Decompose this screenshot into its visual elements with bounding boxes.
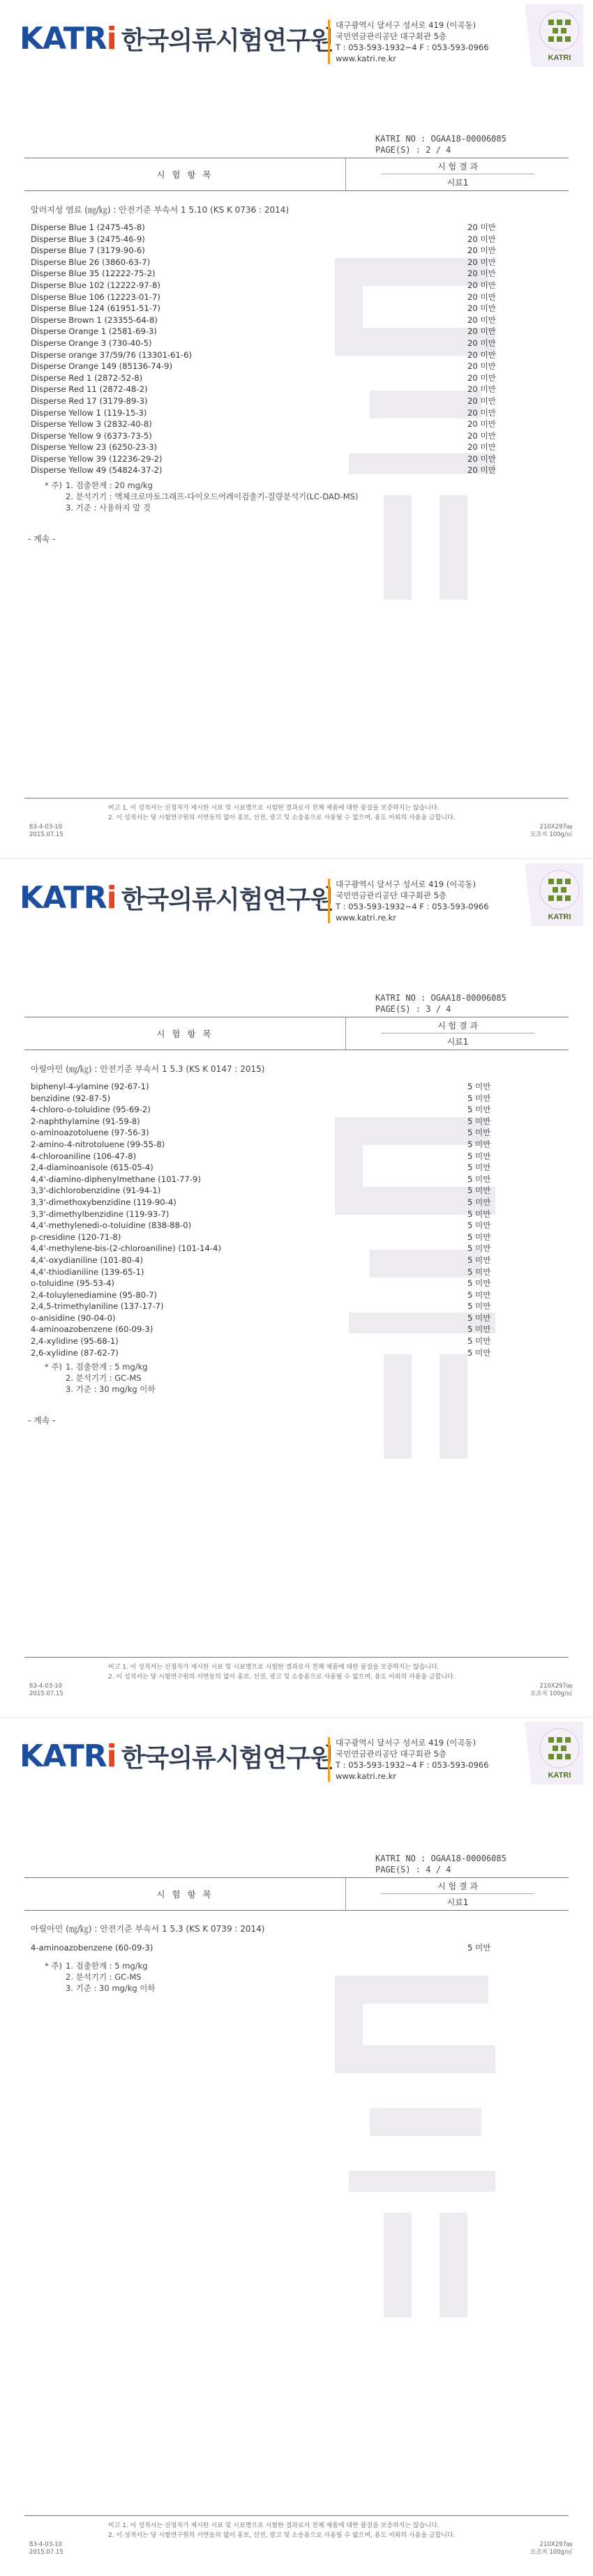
form-date: 2015.07.15 (29, 2549, 63, 2556)
result-label: 시 험 결 과 (381, 158, 534, 174)
test-item-name: 4,4'-methylenedi-o-toluidine (838-88-0) (31, 1220, 192, 1231)
test-result-value: 20 미만 (467, 222, 496, 232)
test-result-value: 20 미만 (467, 257, 496, 267)
note-item: 1. 검출한계 : 20 mg/kg (66, 480, 153, 490)
table-row (31, 326, 568, 338)
test-item-name: Disperse Blue 106 (12223-01-7) (31, 291, 160, 302)
table-row (31, 245, 568, 257)
notes-label: * 주) (45, 1961, 63, 1971)
table-row (31, 1139, 568, 1151)
paper-type: 모조지 100g/㎡ (530, 831, 573, 838)
table-row (31, 1278, 568, 1289)
badge-text: KATRI (548, 54, 571, 62)
sample-label: 시료1 (446, 1897, 469, 1907)
test-item-name: Disperse Yellow 39 (12236-29-2) (31, 453, 163, 464)
test-result-value: 5 미만 (467, 1243, 491, 1254)
item-column-header: 시 험 항 목 (156, 1029, 213, 1039)
table-row (31, 1151, 568, 1162)
org-name: 한국의류시험연구원 (121, 26, 333, 55)
results-table (31, 1942, 568, 1954)
test-item-name: Disperse Blue 102 (12222-97-8) (31, 280, 160, 290)
notes-label: * 주) (45, 1362, 63, 1372)
test-item-name: Disperse Yellow 23 (6250-23-3) (31, 442, 158, 453)
test-result-value: 20 미만 (467, 268, 496, 279)
report-page (0, 1717, 593, 2576)
notes-label: * 주) (45, 480, 63, 490)
address-line: 대구광역시 달서구 성서로 419 (이곡동) (336, 879, 476, 889)
test-result-value: 20 미만 (467, 280, 496, 290)
form-date: 2015.07.15 (29, 831, 63, 838)
section-title: 알러지성 염료 (㎎/㎏) : 안전기준 부속서 1 5.10 (KS K 0736 : 2014) (31, 205, 290, 215)
test-item-name: Disperse Orange 1 (2581-69-3) (31, 326, 157, 337)
test-result-value: 5 미만 (467, 1162, 491, 1173)
paper-code: 210X297㎜ (539, 2541, 573, 2548)
org-name: 한국의류시험연구원 (121, 1744, 333, 1773)
table-row (31, 1104, 568, 1116)
test-result-value: 20 미만 (467, 245, 496, 256)
test-result-value: 20 미만 (467, 315, 496, 325)
phone-line: T : 053-593-1932~4 F : 053-593-0966 (336, 902, 489, 911)
badge-text: KATRI (548, 1771, 571, 1780)
note-item: 1. 검출한계 : 5 mg/kg (66, 1362, 148, 1372)
table-row (31, 1289, 568, 1301)
katri-badge-icon (525, 4, 583, 67)
test-item-name: o-anisidine (90-04-0) (31, 1312, 116, 1323)
table-row (31, 315, 568, 326)
form-code-text: 83-4-03-10 (29, 2541, 63, 2548)
website-link[interactable]: www.katri.re.kr (336, 54, 397, 63)
test-item-name: benzidine (92-87-5) (31, 1093, 111, 1103)
report-page (0, 0, 593, 858)
notes-block (45, 1361, 156, 1395)
table-header (24, 158, 569, 191)
test-item-name: Disperse Blue 1 (2475-45-8) (31, 222, 145, 232)
test-result-value: 20 미만 (467, 291, 496, 302)
notes-block (45, 480, 358, 513)
test-result-value: 20 미만 (467, 430, 496, 441)
logo-i: i (106, 1738, 117, 1774)
test-result-value: 5 미만 (467, 1197, 491, 1207)
table-row (31, 384, 568, 395)
table-row (31, 234, 568, 245)
test-item-name: Disperse Blue 35 (12222-75-2) (31, 268, 156, 279)
test-result-value: 5 미만 (467, 1185, 491, 1196)
test-item-name: 4,4'-oxydianiline (101-80-4) (31, 1255, 144, 1265)
test-item-name: 2,6-xylidine (87-62-7) (31, 1347, 119, 1358)
test-item-name: Disperse orange 37/59/76 (13301-61-6) (31, 349, 192, 360)
note-item: 3. 기준 : 30 mg/kg 이하 (66, 1384, 156, 1394)
test-result-value: 5 미만 (467, 1943, 491, 1953)
test-item-name: 4-chloro-o-toluidine (95-69-2) (31, 1105, 151, 1115)
test-result-value: 20 미만 (467, 326, 496, 337)
table-header (24, 1017, 569, 1050)
table-row (31, 418, 568, 430)
katri-badge-icon (525, 1722, 583, 1785)
test-result-value: 5 미만 (467, 1116, 491, 1126)
table-row (31, 268, 568, 280)
page-label: PAGE(S) : 2 / 4 (375, 145, 451, 155)
table-row (31, 453, 568, 465)
test-item-name: Disperse Brown 1 (23355-64-8) (31, 315, 158, 325)
table-row (31, 291, 568, 303)
logo-text: KATR (20, 21, 107, 56)
test-result-value: 5 미만 (467, 1220, 491, 1231)
report-number: KATRI NO : OGAA18-00006085 (375, 993, 506, 1003)
logo-i: i (106, 880, 117, 916)
test-result-value: 20 미만 (467, 453, 496, 464)
note-item: 2. 분석기기 : GC-MS (66, 1373, 142, 1383)
paper-spec (530, 824, 572, 839)
test-result-value: 5 미만 (467, 1082, 491, 1091)
test-result-value: 5 미만 (467, 1324, 491, 1335)
footer-divider (24, 1657, 569, 1658)
test-result-value: 5 미만 (467, 1105, 491, 1115)
table-row (31, 1942, 568, 1954)
test-item-name: 3,3'-dichlorobenzidine (91-94-1) (31, 1185, 161, 1196)
note-item: 2. 분석기기 : GC-MS (66, 1972, 142, 1982)
paper-type: 모조지 100g/㎡ (530, 1690, 573, 1697)
test-item-name: 2-amino-4-nitrotoluene (99-55-8) (31, 1139, 165, 1149)
test-result-value: 5 미만 (467, 1232, 491, 1242)
result-column-header (345, 158, 569, 190)
table-header (24, 1877, 569, 1911)
address-line: 국민연금관리공단 대구회관 5층 (336, 1749, 447, 1759)
test-item-name: 4,4'-diamino-diphenylmethane (101-77-9) (31, 1174, 201, 1184)
test-result-value: 5 미만 (467, 1174, 491, 1184)
table-row (31, 1301, 568, 1312)
test-result-value: 20 미만 (467, 442, 496, 453)
table-row (31, 1266, 568, 1278)
table-row (31, 303, 568, 315)
form-code (29, 824, 63, 839)
sample-label: 시료1 (446, 1037, 469, 1047)
note-item: 3. 기준 : 30 mg/kg 이하 (66, 1983, 156, 1993)
paper-spec (530, 2541, 572, 2556)
form-date: 2015.07.15 (29, 1690, 63, 1697)
table-row (31, 441, 568, 453)
test-item-name: 4-chloroaniline (106-47-8) (31, 1151, 137, 1161)
org-name: 한국의류시험연구원 (121, 886, 333, 914)
footer-disclaimer: 2. 이 성적서는 당 시험연구원의 서면동의 없이 홍보, 선전, 광고 및 소송용으로 사용될 수 없으며, 용도 이외의 사용을 금합니다. (108, 2532, 456, 2539)
test-item-name: Disperse Red 17 (3179-89-3) (31, 395, 148, 406)
katri-logo (20, 21, 333, 56)
table-row (31, 1093, 568, 1105)
test-result-value: 5 미만 (467, 1093, 491, 1103)
results-table (31, 222, 568, 476)
website-link[interactable]: www.katri.re.kr (336, 1771, 397, 1781)
test-result-value: 5 미만 (467, 1312, 491, 1323)
result-label: 시 험 결 과 (381, 1878, 534, 1894)
test-item-name: 2-naphthylamine (91-59-8) (31, 1116, 140, 1126)
phone-line: T : 053-593-1932~4 F : 053-593-0966 (336, 43, 489, 52)
test-item-name: 4,4'-thiodianiline (139-65-1) (31, 1266, 144, 1277)
watermark-icon (307, 1948, 537, 2338)
table-row (31, 1335, 568, 1347)
katri-logo (20, 1738, 333, 1774)
section-title: 아릴아민 (㎎/㎏) : 안전기준 부속서 1 5.3 (KS K 0739 : 2014) (31, 1924, 265, 1934)
table-row (31, 395, 568, 407)
table-row (31, 349, 568, 361)
test-result-value: 5 미만 (467, 1128, 491, 1138)
test-item-name: 3,3'-dimethoxybenzidine (119-90-4) (31, 1197, 177, 1207)
test-result-value: 20 미만 (467, 303, 496, 314)
report-number: KATRI NO : OGAA18-00006085 (375, 134, 506, 144)
table-row (31, 1347, 568, 1359)
footer-disclaimer: 비고 1. 이 성적서는 신청자가 제시한 시료 및 시료명으로 시험한 결과로서 전체 제품에 대한 품질을 보증하지는 않습니다. (108, 805, 440, 812)
test-item-name: Disperse Blue 7 (3179-90-6) (31, 245, 145, 256)
test-result-value: 20 미만 (467, 349, 496, 360)
page-label: PAGE(S) : 4 / 4 (375, 1865, 451, 1874)
results-table (31, 1081, 568, 1358)
paper-spec (530, 1683, 572, 1698)
test-result-value: 5 미만 (467, 1266, 491, 1277)
table-row (31, 1116, 568, 1128)
test-item-name: Disperse Yellow 1 (119-15-3) (31, 407, 147, 418)
katri-logo (20, 880, 333, 916)
test-item-name: Disperse Red 1 (2872-52-8) (31, 372, 143, 383)
form-code-text: 83-4-03-10 (29, 1683, 63, 1690)
result-column-header (345, 1878, 569, 1910)
logo-text: KATR (20, 1738, 107, 1774)
table-row (31, 257, 568, 268)
form-code (29, 1683, 63, 1698)
table-row (31, 1127, 568, 1139)
test-result-value: 20 미만 (467, 407, 496, 418)
table-row (31, 1255, 568, 1266)
test-result-value: 5 미만 (467, 1301, 491, 1312)
test-item-name: 2,4,5-trimethylaniline (137-17-7) (31, 1301, 164, 1312)
test-item-name: o-aminoazotoluene (97-56-3) (31, 1128, 149, 1138)
report-number: KATRI NO : OGAA18-00006085 (375, 1854, 506, 1863)
address-line: 대구광역시 달서구 성서로 419 (이곡동) (336, 1738, 476, 1748)
address-block (328, 1737, 489, 1782)
test-result-value: 5 미만 (467, 1336, 491, 1347)
address-line: 대구광역시 달서구 성서로 419 (이곡동) (336, 20, 476, 30)
table-row (31, 1243, 568, 1255)
footer-divider (24, 2515, 569, 2516)
address-block (328, 879, 489, 923)
table-row (31, 361, 568, 372)
continued-label: - 계속 - (28, 1416, 56, 1425)
table-row (31, 1081, 568, 1093)
result-label: 시 험 결 과 (381, 1017, 534, 1033)
form-code (29, 2541, 63, 2556)
table-row (31, 1209, 568, 1220)
table-row (31, 1197, 568, 1209)
test-item-name: Disperse Orange 3 (730-40-5) (31, 338, 152, 348)
test-result-value: 5 미만 (467, 1151, 491, 1161)
footer-disclaimer: 비고 1. 이 성적서는 신청자가 제시한 시료 및 시료명으로 시험한 결과로서 전체 제품에 대한 품질을 보증하지는 않습니다. (108, 1664, 440, 1671)
website-link[interactable]: www.katri.re.kr (336, 913, 397, 923)
test-result-value: 5 미만 (467, 1289, 491, 1300)
table-row (31, 338, 568, 349)
test-result-value: 5 미만 (467, 1255, 491, 1265)
test-result-value: 20 미만 (467, 395, 496, 406)
test-item-name: Disperse Blue 3 (2475-46-9) (31, 234, 145, 244)
section-title: 아릴아민 (㎎/㎏) : 안전기준 부속서 1 5.3 (KS K 0147 : 2015) (31, 1064, 265, 1074)
test-item-name: 2,4-xylidine (95-68-1) (31, 1336, 119, 1347)
report-number-block (375, 992, 506, 1015)
paper-code: 210X297㎜ (539, 1683, 573, 1690)
test-result-value: 5 미만 (467, 1347, 491, 1358)
footer-disclaimer: 2. 이 성적서는 당 시험연구원의 서면동의 없이 홍보, 선전, 광고 및 소송용으로 사용될 수 없으며, 용도 이외의 사용을 금합니다. (108, 815, 456, 821)
footer-disclaimer: 2. 이 성적서는 당 시험연구원의 서면동의 없이 홍보, 선전, 광고 및 소송용으로 사용될 수 없으며, 용도 이외의 사용을 금합니다. (108, 1674, 456, 1681)
table-row (31, 1174, 568, 1185)
report-page (0, 858, 593, 1718)
table-row (31, 1185, 568, 1197)
table-row (31, 280, 568, 291)
table-row (31, 222, 568, 234)
table-row (31, 1162, 568, 1174)
note-item: 1. 검출한계 : 5 mg/kg (66, 1961, 148, 1971)
test-item-name: Disperse Yellow 49 (54824-37-2) (31, 465, 163, 476)
form-code-text: 83-4-03-10 (29, 824, 63, 831)
table-row (31, 1312, 568, 1324)
footer-disclaimer: 비고 1. 이 성적서는 신청자가 제시한 시료 및 시료명으로 시험한 결과로서 전체 제품에 대한 품질을 보증하지는 않습니다. (108, 2522, 440, 2529)
sample-label: 시료1 (446, 178, 469, 188)
address-block (328, 20, 489, 64)
badge-text: KATRI (548, 913, 571, 921)
test-result-value: 20 미만 (467, 361, 496, 372)
table-row (31, 372, 568, 384)
test-item-name: Disperse Red 11 (2872-48-2) (31, 384, 148, 395)
test-item-name: biphenyl-4-ylamine (92-67-1) (31, 1082, 149, 1091)
test-item-name: 4,4'-methylene-bis-(2-chloroaniline) (101-14-4) (31, 1243, 222, 1254)
test-item-name: o-toluidine (95-53-4) (31, 1278, 114, 1289)
test-item-name: 2,4-diaminoanisole (615-05-4) (31, 1162, 153, 1173)
paper-code: 210X297㎜ (539, 824, 573, 831)
katri-badge-icon (525, 863, 583, 926)
phone-line: T : 053-593-1932~4 F : 053-593-0966 (336, 1760, 489, 1770)
table-row (31, 1220, 568, 1232)
test-result-value: 5 미만 (467, 1278, 491, 1289)
test-result-value: 20 미만 (467, 384, 496, 395)
test-result-value: 20 미만 (467, 338, 496, 348)
report-number-block (375, 133, 506, 156)
report-number-block (375, 1853, 506, 1875)
test-result-value: 20 미만 (467, 234, 496, 244)
notes-block (45, 1960, 156, 1994)
test-item-name: 4-aminoazobenzene (60-09-3) (31, 1943, 153, 1953)
test-item-name: Disperse Orange 149 (85136-74-9) (31, 361, 173, 372)
page-label: PAGE(S) : 3 / 4 (375, 1004, 451, 1014)
item-column-header: 시 험 항 목 (156, 1889, 213, 1900)
test-item-name: Disperse Blue 124 (61951-51-7) (31, 303, 160, 314)
item-column-header: 시 험 항 목 (156, 169, 213, 180)
test-item-name: 3,3'-dimethylbenzidine (119-93-7) (31, 1209, 170, 1219)
note-item: 3. 기준 : 사용하지 말 것 (66, 503, 151, 513)
table-row (31, 407, 568, 419)
test-result-value: 5 미만 (467, 1139, 491, 1149)
paper-type: 모조지 100g/㎡ (530, 2549, 573, 2556)
test-result-value: 5 미만 (467, 1209, 491, 1219)
address-line: 국민연금관리공단 대구회관 5층 (336, 891, 447, 900)
continued-label: - 계속 - (28, 534, 56, 544)
logo-text: KATR (20, 880, 107, 916)
logo-i: i (106, 21, 117, 56)
table-row (31, 1232, 568, 1243)
test-item-name: 4-aminoazobenzene (60-09-3) (31, 1324, 153, 1335)
note-item: 2. 분석기기 : 액체크로마토그래프-다이오드어레이검출기-질량분석기(LC-DAD-MS) (66, 492, 359, 501)
table-row (31, 464, 568, 476)
test-item-name: p-cresidine (120-71-8) (31, 1232, 121, 1242)
test-item-name: Disperse Yellow 9 (6373-73-5) (31, 430, 152, 441)
table-row (31, 1324, 568, 1335)
table-row (31, 430, 568, 442)
result-column-header (345, 1017, 569, 1050)
test-result-value: 20 미만 (467, 465, 496, 476)
address-line: 국민연금관리공단 대구회관 5층 (336, 31, 447, 41)
test-result-value: 20 미만 (467, 372, 496, 383)
test-item-name: 2,4-toluylenediamine (95-80-7) (31, 1289, 158, 1300)
test-item-name: Disperse Blue 26 (3860-63-7) (31, 257, 151, 267)
test-item-name: Disperse Yellow 3 (2832-40-8) (31, 419, 152, 430)
test-result-value: 20 미만 (467, 419, 496, 430)
